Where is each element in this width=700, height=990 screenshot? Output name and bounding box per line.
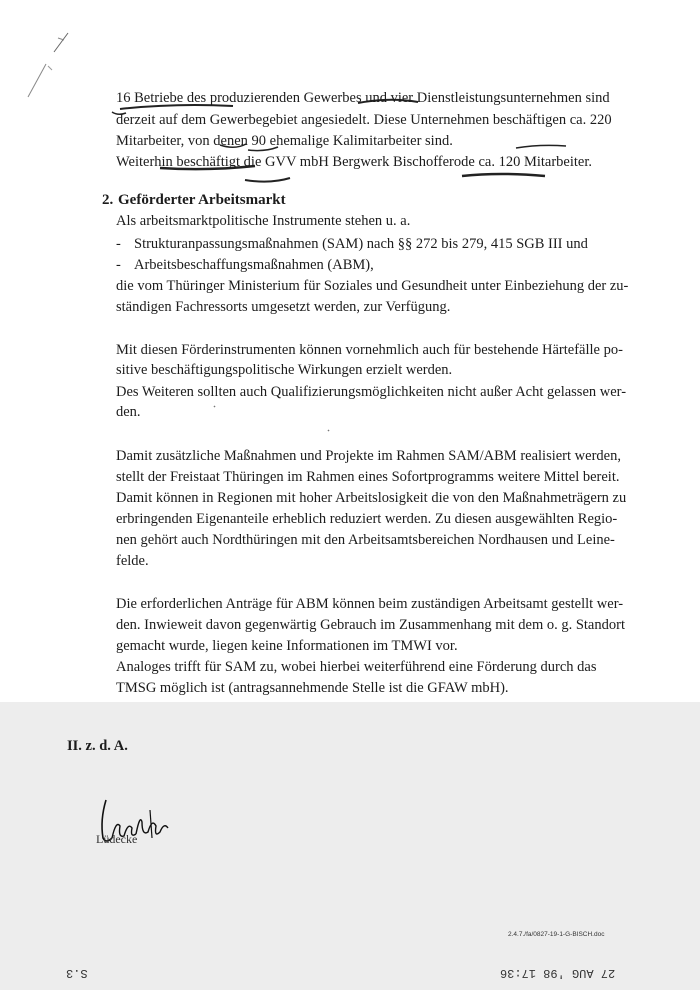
fax-page-number: S.3	[66, 966, 88, 980]
text-line: 16 Betriebe des produzierenden Gewerbes und vier Dienstleistungsunternehmen sind	[116, 90, 610, 106]
text-line: Des Weiteren sollten auch Qualifizierungsmöglichkeiten nicht außer Acht gelassen wer-	[116, 384, 627, 400]
fax-timestamp: 27 AUG '98 17:36	[500, 966, 616, 980]
text-line: Die erforderlichen Anträge für ABM können beim zuständigen Arbeitsamt gestellt wer-	[116, 596, 624, 612]
text-line: Mitarbeiter, von denen 90 ehemalige Kalimitarbeiter sind.	[116, 133, 453, 149]
text-line: Mit diesen Förderinstrumenten können vornehmlich auch für bestehende Härtefälle po-	[116, 342, 623, 358]
text-line: Als arbeitsmarktpolitische Instrumente stehen u. a.	[116, 213, 411, 229]
bullet-item	[116, 255, 374, 275]
section-heading	[102, 190, 286, 210]
text-line: den.	[116, 404, 141, 420]
text-line: TMSG möglich ist (antragsannehmende Stelle ist die GFAW mbH).	[116, 680, 509, 696]
text-line: derzeit auf dem Gewerbegebiet angesiedelt. Diese Unternehmen beschäftigen ca. 220	[116, 112, 612, 128]
bullet-marker: -	[116, 257, 121, 273]
text-line: gemacht wurde, liegen keine Informationen im TMWI vor.	[116, 638, 458, 654]
bullet-item	[116, 234, 588, 254]
text-line: nen gehört auch Nordthüringen mit den Arbeitsamtsbereichen Nordhausen und Leine-	[116, 532, 615, 548]
text-line: Damit können in Regionen mit hoher Arbeitslosigkeit die von den Maßnahmeträgern zu	[116, 490, 627, 506]
text-line: Analoges trifft für SAM zu, wobei hierbei weiterführend eine Förderung durch das	[116, 659, 597, 675]
text-line: die vom Thüringer Ministerium für Soziales und Gesundheit unter Einbeziehung der zu-	[116, 278, 629, 294]
text-line: felde.	[116, 553, 149, 569]
text-line: den. Inwieweit davon gegenwärtig Gebrauch im Zusammenhang mit dem o. g. Standort	[116, 617, 625, 633]
filing-note: II. z. d. A.	[67, 738, 128, 754]
section-number: 2.	[102, 192, 114, 208]
text-line: stellt der Freistaat Thüringen im Rahmen eines Sofortprogramms weitere Mittel bereit.	[116, 469, 620, 485]
text-line: erbringenden Eigenanteile erheblich reduziert werden. Zu diesen ausgewählten Regio-	[116, 511, 618, 527]
text-line: Damit zusätzliche Maßnahmen und Projekte im Rahmen SAM/ABM realisiert werden,	[116, 448, 621, 464]
text-line: sitive beschäftigungspolitische Wirkungen erzielt werden.	[116, 362, 453, 378]
file-reference: 2.4.7./fa/0827-19-1-G-BISCH.doc	[508, 931, 605, 938]
bullet-text: Strukturanpassungsmaßnahmen (SAM) nach §§ 272 bis 279, 415 SGB III und	[134, 236, 588, 252]
text-line: ständigen Fachressorts umgesetzt werden, zur Verfügung.	[116, 299, 451, 315]
signatory-name: Lüdecke	[96, 832, 138, 846]
section-title: Geförderter Arbeitsmarkt	[118, 192, 286, 208]
bullet-marker: -	[116, 236, 121, 252]
bullet-text: Arbeitsbeschaffungsmaßnahmen (ABM),	[134, 257, 374, 273]
text-line: Weiterhin beschäftigt die GVV mbH Bergwerk Bischofferode ca. 120 Mitarbeiter.	[116, 154, 592, 170]
